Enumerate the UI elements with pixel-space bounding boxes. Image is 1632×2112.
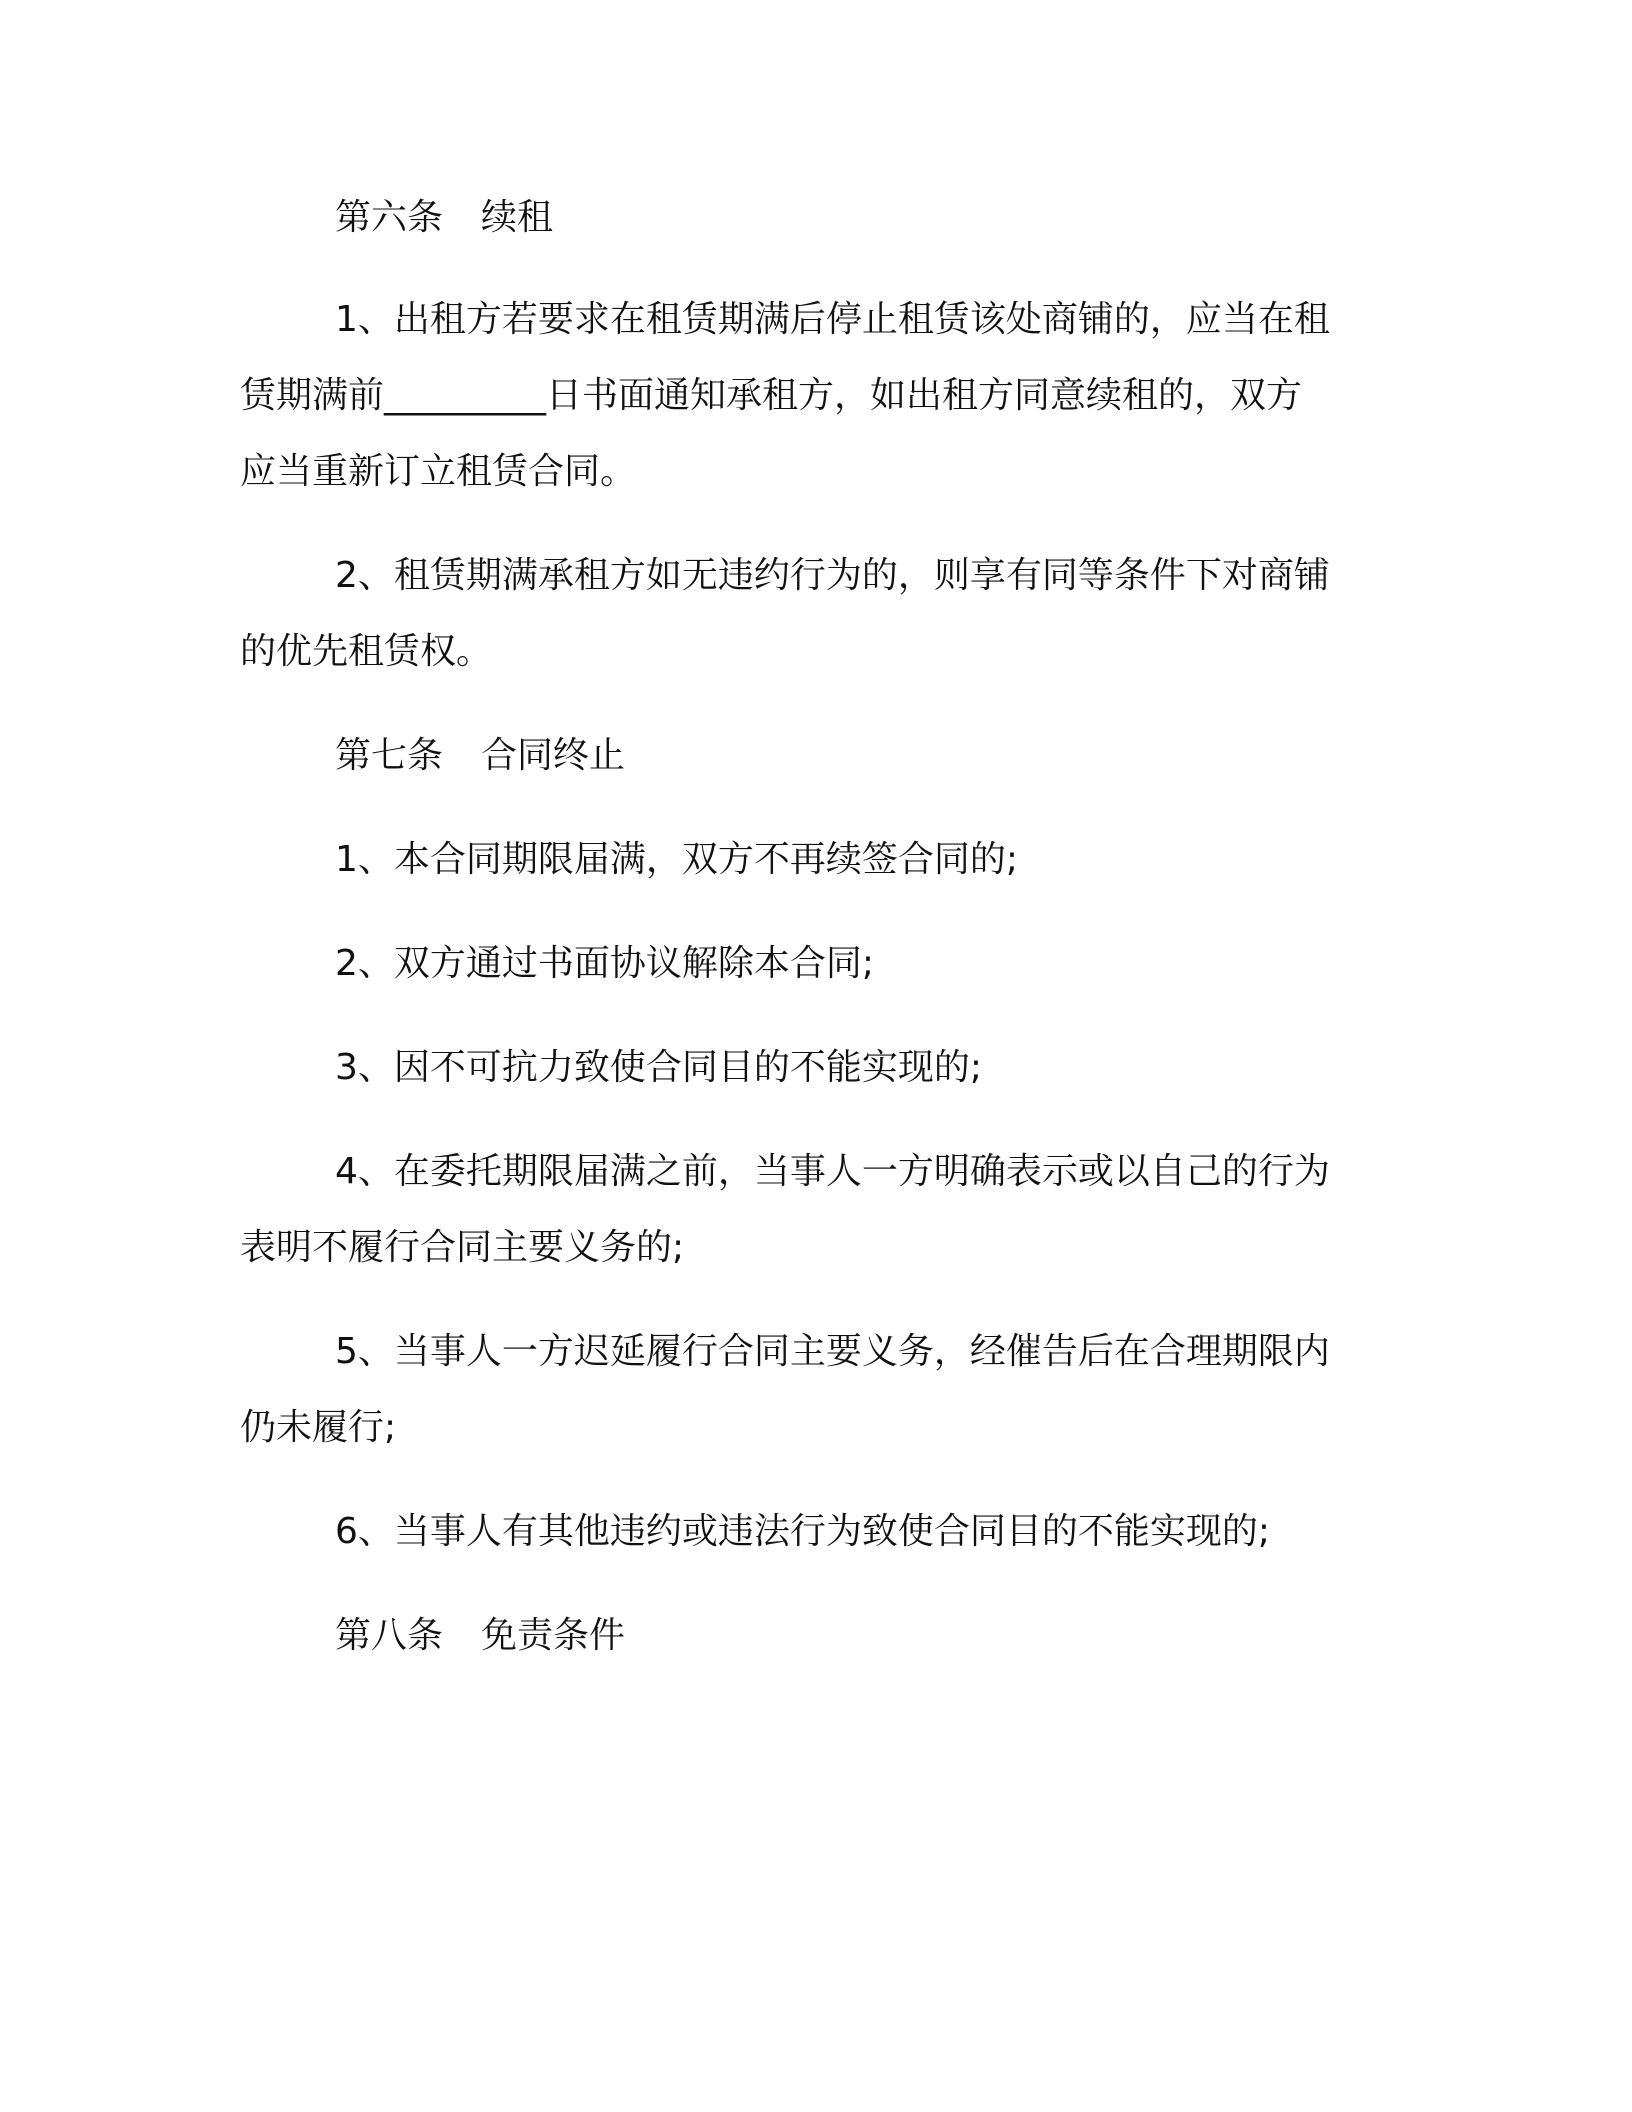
- section-label: 第八条: [335, 1615, 444, 1656]
- paragraph-line: 4、在委托期限届满之前，当事人一方明确表示或以自己的行为: [335, 1151, 1330, 1192]
- paragraph-line: 表明不履行合同主要义务的;: [240, 1227, 685, 1268]
- paragraph-line: 1、出租方若要求在租赁期满后停止租赁该处商铺的，应当在租: [335, 299, 1330, 340]
- section-heading-6: [335, 197, 1465, 238]
- paragraph-line: 2、租赁期满承租方如无违约行为的，则享有同等条件下对商铺: [335, 555, 1330, 596]
- section-label: 第七条: [335, 735, 444, 776]
- section-label: 第六条: [335, 197, 444, 238]
- section-title: 免责条件: [481, 1615, 626, 1656]
- paragraph-line: 的优先租赁权。: [240, 631, 493, 672]
- section-title: 续租: [481, 197, 554, 238]
- paragraph-line: 赁期满前_________日书面通知承租方，如出租方同意续租的，双方: [240, 375, 1303, 416]
- paragraph-line: 5、当事人一方迟延履行合同主要义务，经催告后在合理期限内: [335, 1331, 1330, 1372]
- section-heading-7: [335, 735, 1465, 776]
- section-title: 合同终止: [481, 735, 626, 776]
- paragraph-line: 2、双方通过书面协议解除本合同;: [335, 943, 875, 984]
- paragraph-line: 6、当事人有其他违约或违法行为致使合同目的不能实现的;: [335, 1511, 1271, 1552]
- paragraph-line: 1、本合同期限届满，双方不再续签合同的;: [335, 839, 1019, 880]
- paragraph-line: 3、因不可抗力致使合同目的不能实现的;: [335, 1047, 983, 1088]
- paragraph-line: 应当重新订立租赁合同。: [240, 451, 637, 492]
- paragraph-line: 仍未履行;: [240, 1407, 397, 1448]
- section-heading-8: [335, 1615, 1465, 1656]
